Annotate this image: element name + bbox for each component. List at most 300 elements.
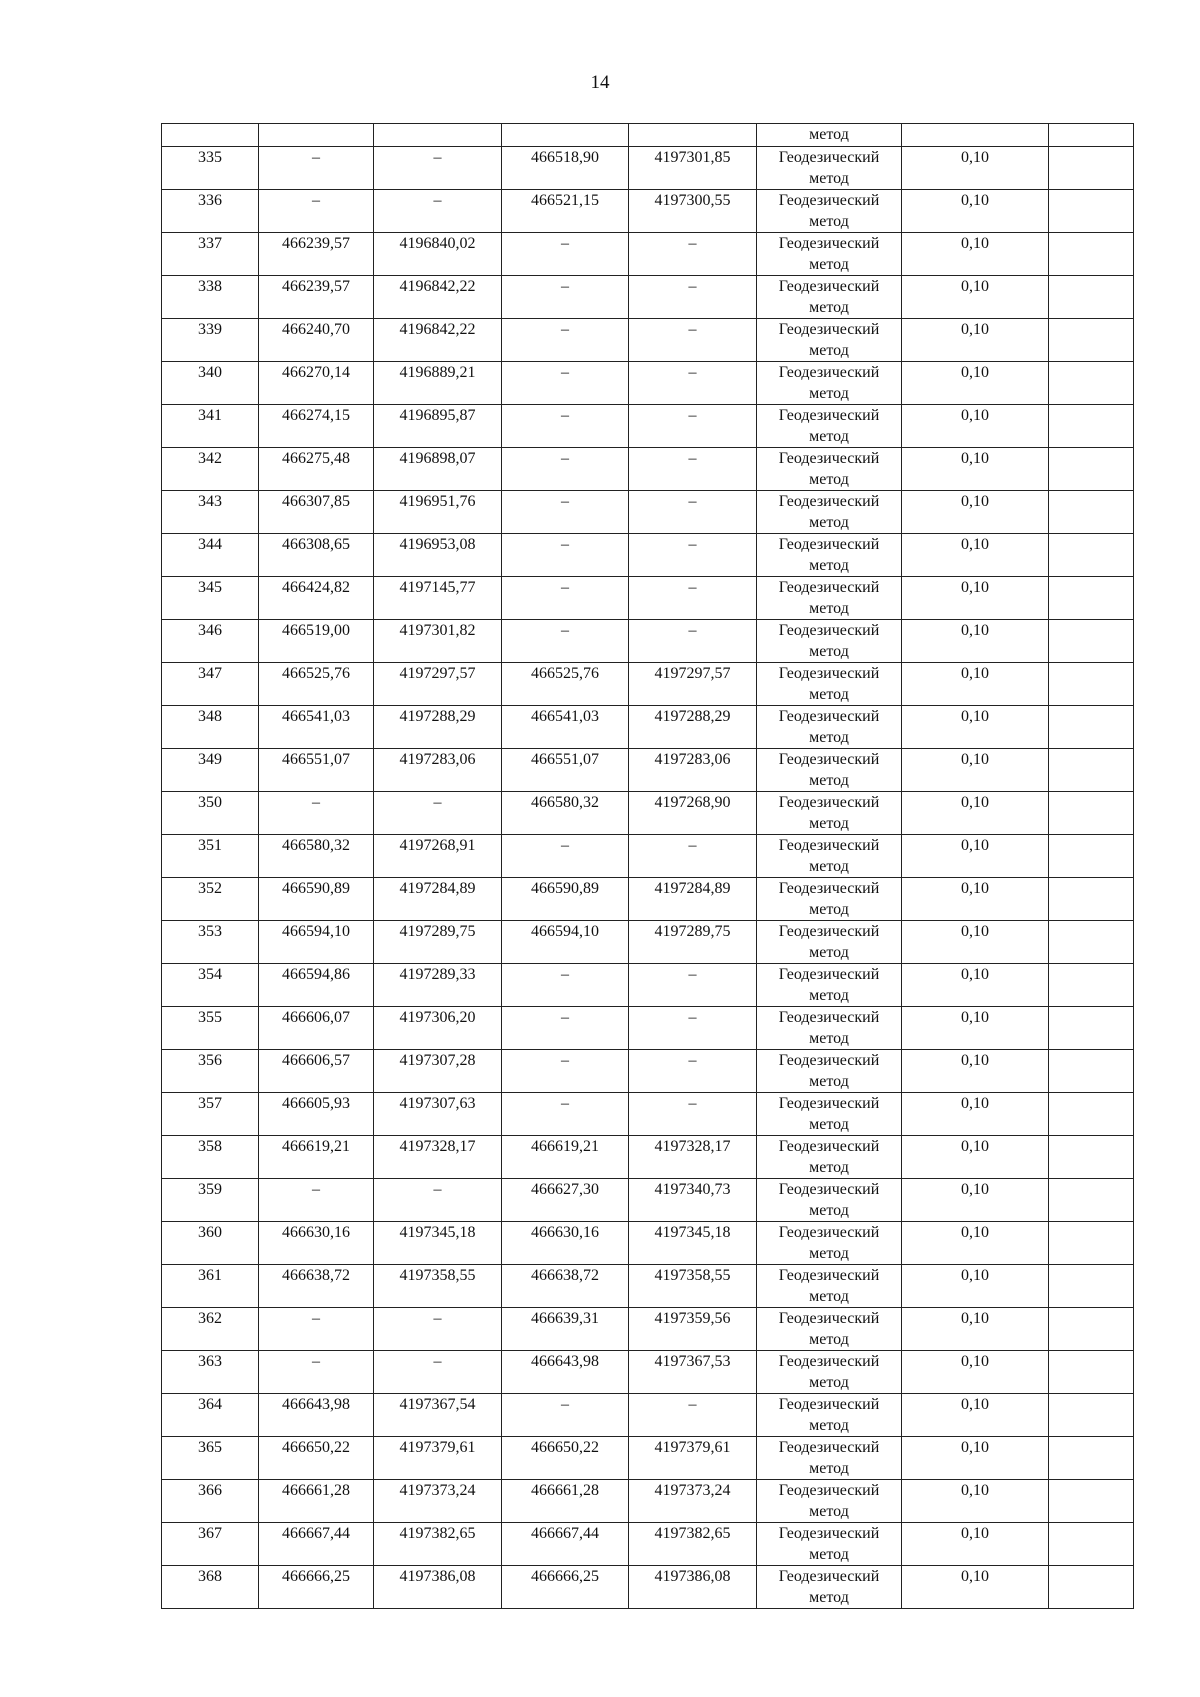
extra-cell	[1049, 1394, 1134, 1437]
x-new-cell: –	[502, 534, 629, 577]
point-number-cell: 356	[162, 1050, 259, 1093]
point-number-cell: 364	[162, 1394, 259, 1437]
continuation-row	[162, 124, 1134, 147]
method-line-2: метод	[809, 385, 849, 402]
x-new-cell: 466661,28	[502, 1480, 629, 1523]
method-cell	[757, 620, 902, 663]
y-existing-cell: 4197386,08	[374, 1566, 502, 1609]
method-line-2: метод	[809, 213, 849, 230]
y-existing-cell: 4197367,54	[374, 1394, 502, 1437]
y-new-cell: 4197328,17	[629, 1136, 757, 1179]
table-row	[162, 1480, 1134, 1523]
accuracy-cell: 0,10	[902, 147, 1049, 190]
accuracy-cell: 0,10	[902, 663, 1049, 706]
x-new-cell: 466590,89	[502, 878, 629, 921]
accuracy-cell: 0,10	[902, 190, 1049, 233]
table-body	[162, 124, 1134, 1609]
point-number-cell: 354	[162, 964, 259, 1007]
x-existing-cell: –	[259, 190, 374, 233]
method-line-2: метод	[809, 1460, 849, 1477]
method-cell	[757, 405, 902, 448]
extra-cell	[1049, 147, 1134, 190]
table-row	[162, 1179, 1134, 1222]
y-existing-cell: 4197301,82	[374, 620, 502, 663]
y-existing-cell: 4197297,57	[374, 663, 502, 706]
y-existing-cell: –	[374, 792, 502, 835]
y-existing-cell: 4196889,21	[374, 362, 502, 405]
method-cell	[757, 147, 902, 190]
method-cell	[757, 1351, 902, 1394]
table-row	[162, 1050, 1134, 1093]
point-number-cell: 344	[162, 534, 259, 577]
point-number-cell: 359	[162, 1179, 259, 1222]
x-existing-cell: 466308,65	[259, 534, 374, 577]
method-line-2: метод	[809, 729, 849, 746]
method-line-1: Геодезический	[778, 794, 880, 811]
x-existing-cell: 466541,03	[259, 706, 374, 749]
table-cell	[1049, 124, 1134, 147]
table-row	[162, 749, 1134, 792]
accuracy-cell: 0,10	[902, 921, 1049, 964]
point-number-cell: 357	[162, 1093, 259, 1136]
x-existing-cell: –	[259, 147, 374, 190]
extra-cell	[1049, 233, 1134, 276]
y-existing-cell: –	[374, 1308, 502, 1351]
method-line-1: Геодезический	[778, 1439, 880, 1456]
method-line-1: Геодезический	[778, 192, 880, 209]
point-number-cell: 368	[162, 1566, 259, 1609]
method-line-2: метод	[809, 1417, 849, 1434]
y-existing-cell: 4196953,08	[374, 534, 502, 577]
method-line-2: метод	[809, 1245, 849, 1262]
y-existing-cell: 4197345,18	[374, 1222, 502, 1265]
accuracy-cell: 0,10	[902, 1523, 1049, 1566]
x-new-cell: –	[502, 319, 629, 362]
y-new-cell: –	[629, 1093, 757, 1136]
accuracy-cell: 0,10	[902, 491, 1049, 534]
point-number-cell: 351	[162, 835, 259, 878]
x-new-cell: –	[502, 835, 629, 878]
method-cell	[757, 1394, 902, 1437]
method-line-1: Геодезический	[778, 235, 880, 252]
table-row	[162, 534, 1134, 577]
accuracy-cell: 0,10	[902, 1050, 1049, 1093]
x-new-cell: –	[502, 405, 629, 448]
table-row	[162, 663, 1134, 706]
table-cell	[502, 124, 629, 147]
x-new-cell: 466521,15	[502, 190, 629, 233]
x-existing-cell: 466650,22	[259, 1437, 374, 1480]
method-line-1: Геодезический	[778, 407, 880, 424]
table-row	[162, 233, 1134, 276]
method-cell	[757, 878, 902, 921]
accuracy-cell: 0,10	[902, 749, 1049, 792]
table-row	[162, 1566, 1134, 1609]
x-new-cell: –	[502, 1050, 629, 1093]
method-line-2: метод	[809, 514, 849, 531]
extra-cell	[1049, 620, 1134, 663]
accuracy-cell: 0,10	[902, 233, 1049, 276]
point-number-cell: 353	[162, 921, 259, 964]
y-new-cell: –	[629, 534, 757, 577]
point-number-cell: 367	[162, 1523, 259, 1566]
y-new-cell: 4197359,56	[629, 1308, 757, 1351]
method-line-1: Геодезический	[778, 708, 880, 725]
method-line-1: Геодезический	[778, 966, 880, 983]
point-number-cell: 336	[162, 190, 259, 233]
method-line-1: Геодезический	[778, 1310, 880, 1327]
table-row	[162, 1222, 1134, 1265]
x-new-cell: –	[502, 362, 629, 405]
table-row	[162, 921, 1134, 964]
y-new-cell: 4197386,08	[629, 1566, 757, 1609]
x-existing-cell: 466638,72	[259, 1265, 374, 1308]
table-row	[162, 792, 1134, 835]
x-existing-cell: 466594,10	[259, 921, 374, 964]
method-line-2: метод	[809, 471, 849, 488]
method-line-1: Геодезический	[778, 364, 880, 381]
method-line-2: метод	[809, 1159, 849, 1176]
accuracy-cell: 0,10	[902, 1265, 1049, 1308]
x-existing-cell: 466606,57	[259, 1050, 374, 1093]
method-line-1: Геодезический	[778, 1138, 880, 1155]
accuracy-cell: 0,10	[902, 276, 1049, 319]
point-number-cell: 339	[162, 319, 259, 362]
x-existing-cell: 466580,32	[259, 835, 374, 878]
y-existing-cell: 4196951,76	[374, 491, 502, 534]
method-line-2: метод	[809, 1589, 849, 1606]
y-new-cell: –	[629, 448, 757, 491]
y-existing-cell: 4196895,87	[374, 405, 502, 448]
accuracy-cell: 0,10	[902, 1136, 1049, 1179]
accuracy-cell: 0,10	[902, 1093, 1049, 1136]
extra-cell	[1049, 362, 1134, 405]
method-line-2: метод	[809, 428, 849, 445]
method-line-2: метод	[809, 1073, 849, 1090]
method-cell	[757, 1265, 902, 1308]
method-line-1: Геодезический	[778, 1052, 880, 1069]
method-line-2: метод	[809, 1030, 849, 1047]
method-line-1: Геодезический	[778, 1525, 880, 1542]
x-existing-cell: 466630,16	[259, 1222, 374, 1265]
method-line-2: метод	[809, 1288, 849, 1305]
table-cell	[162, 124, 259, 147]
extra-cell	[1049, 1265, 1134, 1308]
method-cell	[757, 1136, 902, 1179]
extra-cell	[1049, 577, 1134, 620]
extra-cell	[1049, 276, 1134, 319]
x-new-cell: 466551,07	[502, 749, 629, 792]
point-number-cell: 362	[162, 1308, 259, 1351]
method-cell	[757, 319, 902, 362]
method-cell	[757, 276, 902, 319]
y-existing-cell: 4196898,07	[374, 448, 502, 491]
method-cell	[757, 1566, 902, 1609]
method-line-2: метод	[809, 1503, 849, 1520]
x-existing-cell: 466667,44	[259, 1523, 374, 1566]
method-line-2: метод	[809, 600, 849, 617]
x-existing-cell: –	[259, 792, 374, 835]
y-existing-cell: –	[374, 1351, 502, 1394]
x-new-cell: –	[502, 1007, 629, 1050]
method-line-2: метод	[809, 299, 849, 316]
method-cell	[757, 233, 902, 276]
method-cell	[757, 1179, 902, 1222]
point-number-cell: 358	[162, 1136, 259, 1179]
extra-cell	[1049, 792, 1134, 835]
method-line-2: метод	[809, 815, 849, 832]
method-cell	[757, 921, 902, 964]
extra-cell	[1049, 405, 1134, 448]
y-existing-cell: 4197307,28	[374, 1050, 502, 1093]
x-existing-cell: 466424,82	[259, 577, 374, 620]
x-new-cell: 466619,21	[502, 1136, 629, 1179]
x-new-cell: –	[502, 448, 629, 491]
y-new-cell: 4197340,73	[629, 1179, 757, 1222]
table-row	[162, 491, 1134, 534]
method-line-1: Геодезический	[778, 149, 880, 166]
table-cell	[902, 124, 1049, 147]
accuracy-cell: 0,10	[902, 1222, 1049, 1265]
x-new-cell: –	[502, 276, 629, 319]
method-line-2: метод	[809, 342, 849, 359]
x-new-cell: 466667,44	[502, 1523, 629, 1566]
y-existing-cell: 4197328,17	[374, 1136, 502, 1179]
x-new-cell: 466594,10	[502, 921, 629, 964]
extra-cell	[1049, 1007, 1134, 1050]
method-line-1: Геодезический	[778, 450, 880, 467]
point-number-cell: 340	[162, 362, 259, 405]
method-line-2: метод	[809, 901, 849, 918]
y-existing-cell: 4197283,06	[374, 749, 502, 792]
page-number: 14	[590, 72, 610, 93]
extra-cell	[1049, 1351, 1134, 1394]
method-cell	[757, 534, 902, 577]
point-number-cell: 350	[162, 792, 259, 835]
method-line-1: Геодезический	[778, 1396, 880, 1413]
table-row	[162, 1523, 1134, 1566]
point-number-cell: 338	[162, 276, 259, 319]
x-existing-cell: 466619,21	[259, 1136, 374, 1179]
table-row	[162, 147, 1134, 190]
y-new-cell: 4197300,55	[629, 190, 757, 233]
extra-cell	[1049, 1050, 1134, 1093]
accuracy-cell: 0,10	[902, 1007, 1049, 1050]
accuracy-cell: 0,10	[902, 577, 1049, 620]
method-line-1: Геодезический	[778, 1267, 880, 1284]
accuracy-cell: 0,10	[902, 448, 1049, 491]
x-new-cell: –	[502, 1093, 629, 1136]
x-existing-cell: 466661,28	[259, 1480, 374, 1523]
point-number-cell: 361	[162, 1265, 259, 1308]
method-line-1: Геодезический	[778, 1568, 880, 1585]
x-new-cell: –	[502, 964, 629, 1007]
x-existing-cell: 466590,89	[259, 878, 374, 921]
table-row	[162, 276, 1134, 319]
x-new-cell: –	[502, 577, 629, 620]
extra-cell	[1049, 1308, 1134, 1351]
method-line-2: метод	[809, 1331, 849, 1348]
extra-cell	[1049, 706, 1134, 749]
point-number-cell: 363	[162, 1351, 259, 1394]
x-new-cell: 466541,03	[502, 706, 629, 749]
x-existing-cell: 466307,85	[259, 491, 374, 534]
y-new-cell: 4197382,65	[629, 1523, 757, 1566]
table-cell	[374, 124, 502, 147]
extra-cell	[1049, 1136, 1134, 1179]
method-line-2: метод	[809, 1116, 849, 1133]
table-row	[162, 835, 1134, 878]
coordinates-table	[161, 123, 1134, 1609]
y-existing-cell: 4197382,65	[374, 1523, 502, 1566]
table-row	[162, 1308, 1134, 1351]
table-row	[162, 405, 1134, 448]
x-existing-cell: 466551,07	[259, 749, 374, 792]
extra-cell	[1049, 835, 1134, 878]
y-new-cell: –	[629, 620, 757, 663]
method-line-1: Геодезический	[778, 1224, 880, 1241]
extra-cell	[1049, 534, 1134, 577]
point-number-cell: 342	[162, 448, 259, 491]
x-existing-cell: 466525,76	[259, 663, 374, 706]
x-new-cell: 466525,76	[502, 663, 629, 706]
y-new-cell: –	[629, 319, 757, 362]
method-cell	[757, 792, 902, 835]
method-line-1: Геодезический	[778, 1181, 880, 1198]
method-cell	[757, 964, 902, 1007]
method-cell	[757, 448, 902, 491]
extra-cell	[1049, 319, 1134, 362]
method-line-1: Геодезический	[778, 321, 880, 338]
method-line-2: метод	[809, 643, 849, 660]
accuracy-cell: 0,10	[902, 1437, 1049, 1480]
y-new-cell: 4197284,89	[629, 878, 757, 921]
extra-cell	[1049, 1480, 1134, 1523]
extra-cell	[1049, 1179, 1134, 1222]
extra-cell	[1049, 1566, 1134, 1609]
accuracy-cell: 0,10	[902, 792, 1049, 835]
y-new-cell: –	[629, 577, 757, 620]
y-new-cell: 4197367,53	[629, 1351, 757, 1394]
x-new-cell: 466580,32	[502, 792, 629, 835]
point-number-cell: 366	[162, 1480, 259, 1523]
table-cell	[629, 124, 757, 147]
x-existing-cell: –	[259, 1351, 374, 1394]
extra-cell	[1049, 663, 1134, 706]
method-line-1: Геодезический	[778, 923, 880, 940]
accuracy-cell: 0,10	[902, 1308, 1049, 1351]
accuracy-cell: 0,10	[902, 1566, 1049, 1609]
method-cell	[757, 1050, 902, 1093]
table-row	[162, 319, 1134, 362]
x-existing-cell: 466594,86	[259, 964, 374, 1007]
y-existing-cell: 4197373,24	[374, 1480, 502, 1523]
y-existing-cell: 4196842,22	[374, 276, 502, 319]
point-number-cell: 343	[162, 491, 259, 534]
x-existing-cell: 466270,14	[259, 362, 374, 405]
table-row	[162, 577, 1134, 620]
x-existing-cell: –	[259, 1308, 374, 1351]
point-number-cell: 360	[162, 1222, 259, 1265]
point-number-cell: 341	[162, 405, 259, 448]
y-new-cell: 4197358,55	[629, 1265, 757, 1308]
extra-cell	[1049, 964, 1134, 1007]
y-new-cell: –	[629, 276, 757, 319]
y-new-cell: –	[629, 835, 757, 878]
method-cell	[757, 1222, 902, 1265]
y-existing-cell: 4196842,22	[374, 319, 502, 362]
method-cell	[757, 362, 902, 405]
x-new-cell: 466630,16	[502, 1222, 629, 1265]
table-row	[162, 1265, 1134, 1308]
y-existing-cell: –	[374, 1179, 502, 1222]
method-cell	[757, 1480, 902, 1523]
method-line-2: метод	[809, 944, 849, 961]
y-new-cell: –	[629, 1050, 757, 1093]
table-cell	[259, 124, 374, 147]
accuracy-cell: 0,10	[902, 1394, 1049, 1437]
extra-cell	[1049, 1093, 1134, 1136]
method-cell	[757, 1007, 902, 1050]
x-existing-cell: 466519,00	[259, 620, 374, 663]
extra-cell	[1049, 1523, 1134, 1566]
method-line-1: Геодезический	[778, 536, 880, 553]
x-existing-cell: 466239,57	[259, 233, 374, 276]
y-new-cell: 4197379,61	[629, 1437, 757, 1480]
point-number-cell: 345	[162, 577, 259, 620]
point-number-cell: 347	[162, 663, 259, 706]
table-row	[162, 1394, 1134, 1437]
method-cell	[757, 1308, 902, 1351]
method-line-1: Геодезический	[778, 751, 880, 768]
method-cell	[757, 663, 902, 706]
x-new-cell: 466638,72	[502, 1265, 629, 1308]
accuracy-cell: 0,10	[902, 964, 1049, 1007]
table-row	[162, 448, 1134, 491]
y-new-cell: 4197373,24	[629, 1480, 757, 1523]
method-cell	[757, 1093, 902, 1136]
method-line-1: Геодезический	[778, 837, 880, 854]
method-line-2: метод	[809, 686, 849, 703]
method-cell	[757, 1437, 902, 1480]
table-row	[162, 362, 1134, 405]
method-line-2: метод	[809, 170, 849, 187]
table-row	[162, 620, 1134, 663]
y-new-cell: –	[629, 233, 757, 276]
point-number-cell: 365	[162, 1437, 259, 1480]
x-existing-cell: 466240,70	[259, 319, 374, 362]
x-existing-cell: 466275,48	[259, 448, 374, 491]
table-row	[162, 190, 1134, 233]
x-new-cell: –	[502, 620, 629, 663]
y-new-cell: 4197288,29	[629, 706, 757, 749]
y-existing-cell: 4197306,20	[374, 1007, 502, 1050]
y-new-cell: 4197289,75	[629, 921, 757, 964]
y-existing-cell: –	[374, 190, 502, 233]
y-new-cell: –	[629, 405, 757, 448]
extra-cell	[1049, 491, 1134, 534]
y-new-cell: 4197283,06	[629, 749, 757, 792]
table-row	[162, 878, 1134, 921]
method-line-1: Геодезический	[778, 493, 880, 510]
point-number-cell: 355	[162, 1007, 259, 1050]
x-new-cell: 466643,98	[502, 1351, 629, 1394]
table-row	[162, 1007, 1134, 1050]
method-line-2: метод	[809, 987, 849, 1004]
point-number-cell: 348	[162, 706, 259, 749]
x-new-cell: 466650,22	[502, 1437, 629, 1480]
y-new-cell: –	[629, 964, 757, 1007]
